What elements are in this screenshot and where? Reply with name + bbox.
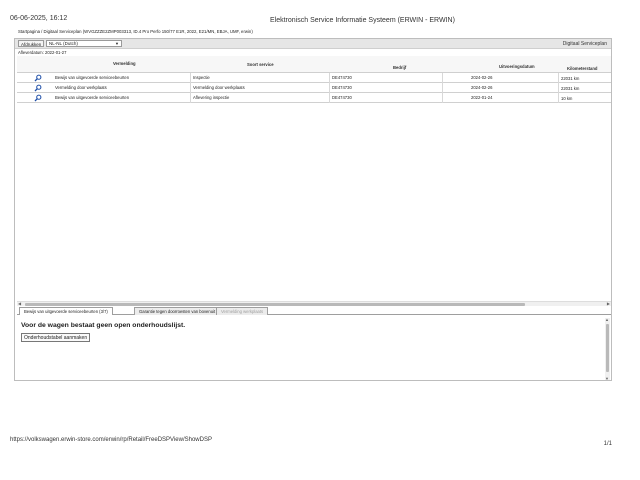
table-header <box>17 56 611 73</box>
cell-km: 22031 km <box>561 86 580 91</box>
table-row[interactable] <box>17 83 611 93</box>
chevron-down-icon: ▼ <box>115 41 119 46</box>
delivery-date: Afleverdatum: 2022-01-27 <box>18 50 67 55</box>
horizontal-scrollbar[interactable] <box>17 301 611 306</box>
print-page-title: Elektronisch Service Informatie Systeem (ERWIN - ERWIN) <box>270 17 455 24</box>
scroll-right-icon[interactable]: ▶ <box>606 301 610 306</box>
cell-datum: 2024-02-26 <box>471 75 493 80</box>
cell-vermelding: Bewijs van uitgevoerde serviceebeurten <box>55 75 130 80</box>
create-maintenance-table-button[interactable]: Onderhoudstabel aanmaken <box>21 333 90 342</box>
tab-bar <box>17 307 611 315</box>
scroll-left-icon[interactable]: ◀ <box>18 301 22 306</box>
tab-vermelding-werkplaats: Vermelding werkplaats <box>216 307 268 315</box>
col-header-soort-service: Soort service <box>247 62 274 67</box>
print-url: https://volkswagen.erwin-store.com/erwin/rp/Retail/FreeDSPView/ShowDSP <box>10 437 212 443</box>
cell-vermelding: Bewijs van uitgevoerde serviceebeurten <box>55 95 130 100</box>
col-header-uitvoeringsdatum: Uitvoeringsdatum <box>499 64 535 69</box>
cell-datum: 2022-01-24 <box>471 95 493 100</box>
tab-garantie-doorroesten[interactable]: Garantie tegen doorroesten van bovenuit <box>134 307 220 315</box>
print-page-number: 1/1 <box>603 441 612 447</box>
language-select-value: NL-NL (Dutch) <box>49 41 78 46</box>
cell-km: 22031 km <box>561 76 580 81</box>
service-plan-window <box>14 38 612 381</box>
magnifier-icon[interactable] <box>34 94 42 102</box>
table-row[interactable] <box>17 93 611 103</box>
scroll-up-icon[interactable]: ▲ <box>605 317 609 322</box>
cell-soort: Aflevering inspectie <box>193 95 230 100</box>
service-table <box>17 56 611 103</box>
print-button[interactable]: Afdrukken <box>18 40 44 47</box>
col-header-vermelding: Vermelding <box>113 61 136 66</box>
cell-soort: Vermelding door werkplaats <box>193 85 245 90</box>
cell-bedrijf: DE474730 <box>332 95 352 100</box>
col-header-bedrijf: Bedrijf <box>393 65 407 70</box>
magnifier-icon[interactable] <box>34 74 42 82</box>
cell-bedrijf: DE474730 <box>332 85 352 90</box>
no-maintenance-list-message: Voor de wagen bestaat geen open onderhoudslijst. <box>21 322 186 329</box>
horizontal-scroll-thumb[interactable] <box>25 303 525 306</box>
table-row[interactable] <box>17 73 611 83</box>
col-header-kilometerstand: Kilometerstand <box>567 66 598 71</box>
tab-panel <box>17 316 611 380</box>
language-select[interactable] <box>46 40 122 47</box>
scroll-down-icon[interactable]: ▼ <box>605 376 609 381</box>
breadcrumb: Startpagina / Digitaal Serviceplan (WVGZZZE2ZMP003313, ID.4 Pro Perfo 150/77 E1R, 2022, E21/MN, EBJA, UMF, erwin) <box>18 29 253 34</box>
panel-title: Digitaal Serviceplan <box>562 41 607 47</box>
vertical-scroll-thumb[interactable] <box>606 324 609 372</box>
cell-bedrijf: DE474730 <box>332 75 352 80</box>
cell-vermelding: Vermelding door werkplaats <box>55 85 107 90</box>
vertical-scrollbar[interactable] <box>605 318 610 380</box>
tab-bewijs-serviceebeurten[interactable]: Bewijs van uitgevoerde serviceebeurten (3/7) <box>19 307 113 315</box>
print-datetime: 06-06-2025, 16:12 <box>10 15 68 22</box>
cell-soort: Inspectie <box>193 75 210 80</box>
magnifier-icon[interactable] <box>34 84 42 92</box>
cell-km: 10 km <box>561 96 573 101</box>
toolbar <box>15 39 611 49</box>
cell-datum: 2024-02-26 <box>471 85 493 90</box>
